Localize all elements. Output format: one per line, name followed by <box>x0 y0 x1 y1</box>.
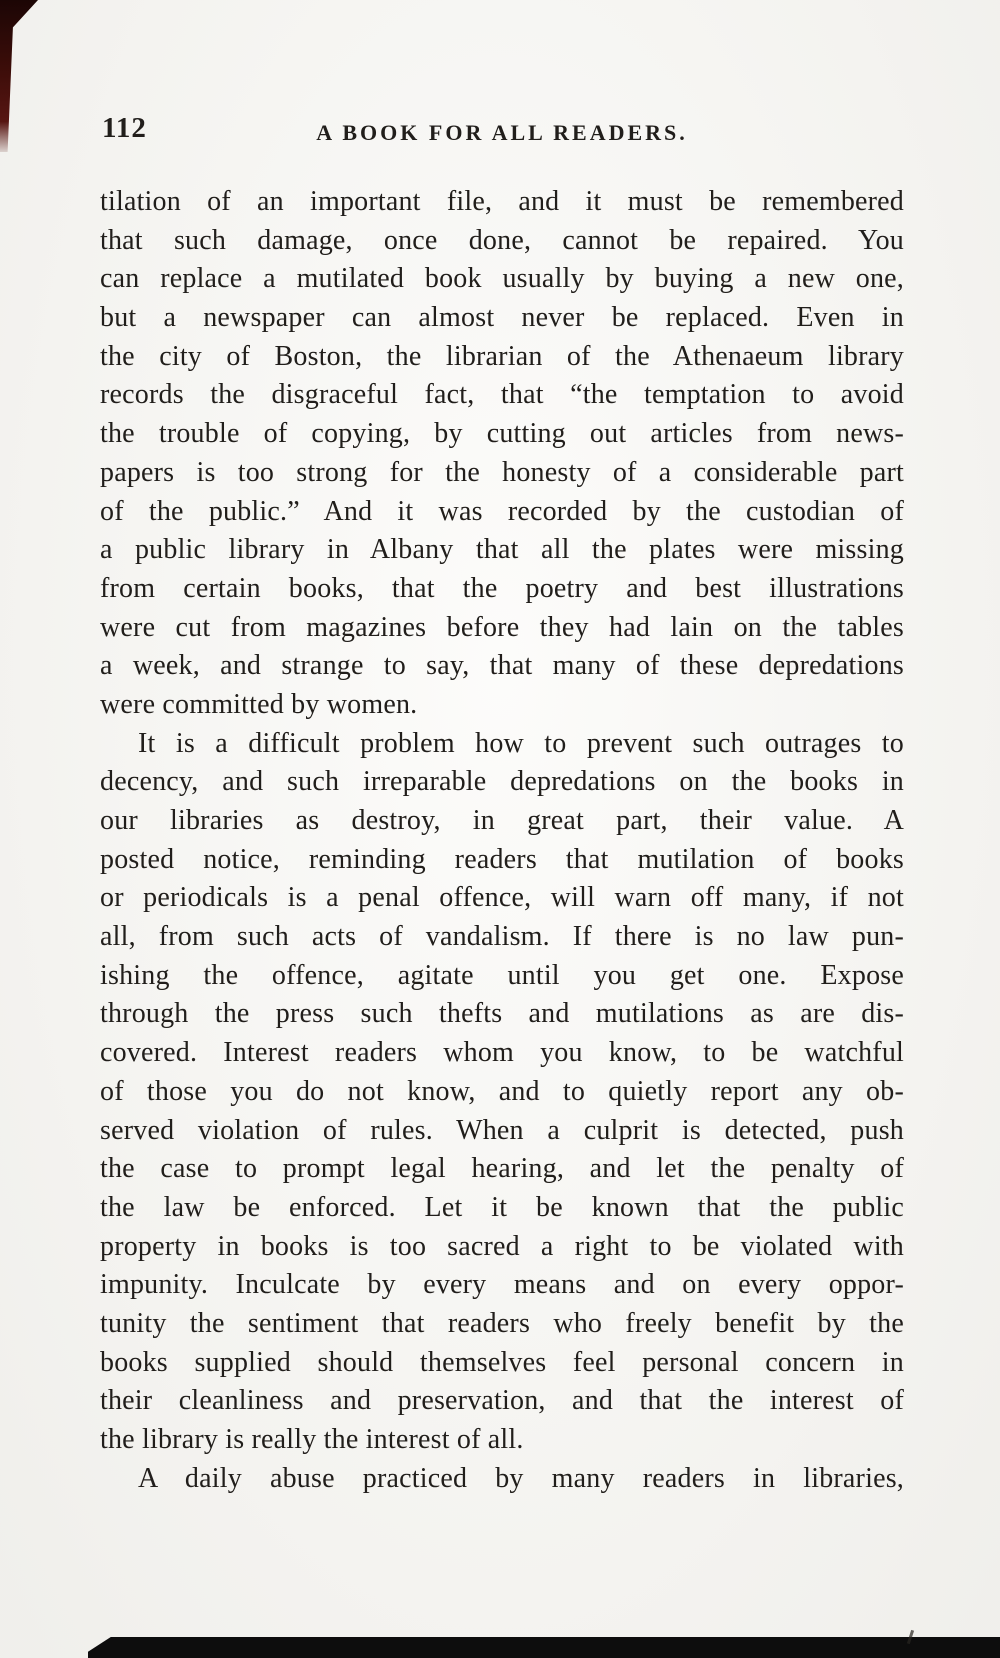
paragraph <box>100 1460 904 1499</box>
text-line: tunity the sentiment that readers who freely benefit by the <box>100 1307 904 1339</box>
page-number: 112 <box>102 112 147 144</box>
scan-artifact-top-left <box>0 0 38 152</box>
text-line: It is a difficult problem how to prevent such outrages to <box>138 727 904 759</box>
text-line: all, from such acts of vandalism. If there is no law pun- <box>100 921 904 953</box>
text-line: papers is too strong for the honesty of a considerable part <box>100 456 904 488</box>
text-line: the trouble of copying, by cutting out articles from news- <box>100 418 904 450</box>
text-line: a week, and strange to say, that many of these depredations <box>100 650 904 682</box>
text-line: of the public.” And it was recorded by the custodian of <box>100 495 904 527</box>
text-line: ishing the offence, agitate until you get one. Expose <box>100 959 904 991</box>
running-title: A BOOK FOR ALL READERS. <box>316 120 688 145</box>
text-line: from certain books, that the poetry and best illustrations <box>100 572 904 604</box>
text-line: A daily abuse practiced by many readers in libraries, <box>138 1462 904 1494</box>
text-line: records the disgraceful fact, that “the temptation to avoid <box>100 379 904 411</box>
text-line: served violation of rules. When a culprit is detected, push <box>100 1114 904 1146</box>
text-line: were cut from magazines before they had lain on the tables <box>100 611 904 643</box>
text-line: or periodicals is a penal offence, will warn off many, if not <box>100 882 904 914</box>
scan-artifact-edge-mark <box>907 1630 914 1644</box>
text-line: of those you do not know, and to quietly report any ob- <box>100 1075 904 1107</box>
page-header <box>100 112 904 152</box>
text-line: property in books is too sacred a right to be violated with <box>100 1230 904 1262</box>
text-line: the city of Boston, the librarian of the Athenaeum library <box>100 340 904 372</box>
text-line: decency, and such irreparable depredations on the books in <box>100 766 904 798</box>
text-line: books supplied should themselves feel personal concern in <box>100 1346 904 1378</box>
text-line: but a newspaper can almost never be replaced. Even in <box>100 302 904 334</box>
text-line: the library is really the interest of all. <box>100 1424 524 1455</box>
text-line: tilation of an important file, and it must be remembered <box>100 186 904 217</box>
text-line: the law be enforced. Let it be known that the public <box>100 1191 904 1223</box>
text-line: posted notice, reminding readers that mutilation of books <box>100 843 904 875</box>
paragraph <box>100 183 904 725</box>
text-line: our libraries as destroy, in great part, their value. A <box>100 805 904 836</box>
text-line: impunity. Inculcate by every means and on every oppor- <box>100 1269 904 1301</box>
text-line: a public library in Albany that all the plates were missing <box>100 534 904 566</box>
scan-artifact-bottom-bar <box>88 1637 1000 1658</box>
text-line: through the press such thefts and mutilations as are dis- <box>100 998 904 1030</box>
text-line: were committed by women. <box>100 688 418 720</box>
text-line: covered. Interest readers whom you know, to be watchful <box>100 1037 904 1069</box>
text-line: that such damage, once done, cannot be repaired. You <box>100 224 904 256</box>
paragraph <box>100 725 904 1460</box>
text-line: can replace a mutilated book usually by buying a new one, <box>100 263 904 295</box>
text-line: the case to prompt legal hearing, and let the penalty of <box>100 1153 904 1185</box>
page-body <box>100 183 904 1498</box>
text-line: their cleanliness and preservation, and that the interest of <box>100 1385 904 1417</box>
